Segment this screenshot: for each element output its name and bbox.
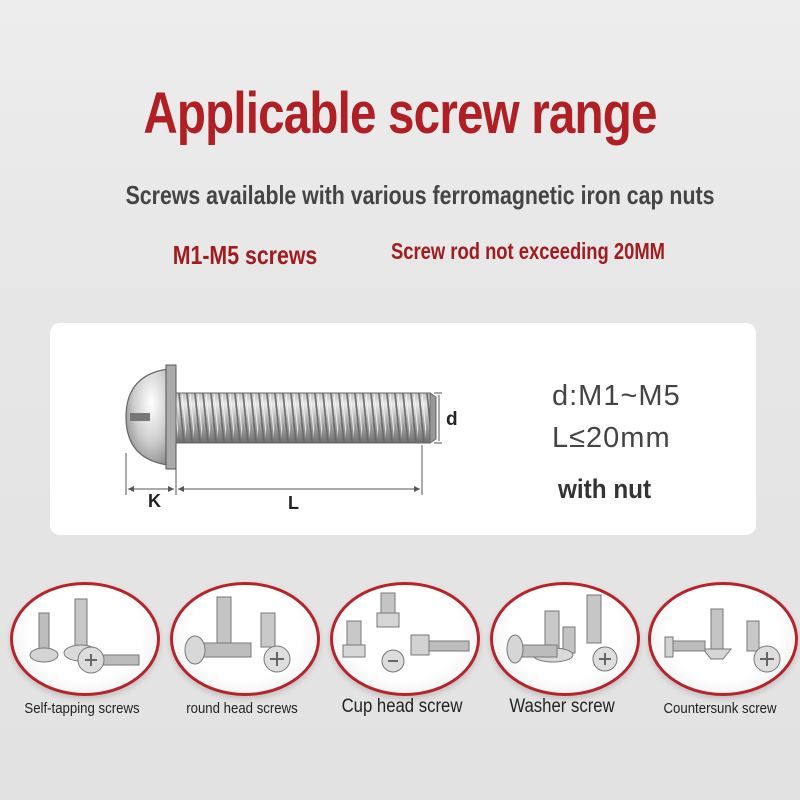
screw-type-cup-head xyxy=(322,580,482,780)
screw-type-self-tapping xyxy=(2,580,162,780)
diameter-range-text: d:M1~M5 xyxy=(552,380,681,412)
countersunk-screw-photo-icon xyxy=(648,582,798,696)
countersunk-screw-label: Countersunk screw xyxy=(663,700,777,717)
page-title: Applicable screw range xyxy=(143,81,657,146)
cup-head-screw-label: Cup head screw xyxy=(341,696,463,717)
round-head-screws-label: round head screws xyxy=(186,700,298,717)
round-head-screws-photo-icon xyxy=(170,582,320,696)
screw-type-washer xyxy=(482,580,642,780)
dimension-l-label: L xyxy=(288,493,299,513)
page-subtitle: Screws available with various ferromagnetic iron cap nuts xyxy=(125,180,715,210)
cup-head-screw-photo-icon xyxy=(330,582,480,696)
dimension-d-label: d xyxy=(446,409,458,430)
with-nut-note: with nut xyxy=(558,474,652,504)
dimension-k-label: K xyxy=(148,491,161,511)
self-tapping-screws-label: Self-tapping screws xyxy=(24,700,140,717)
screw-type-round-head xyxy=(162,580,322,780)
spec-length-limit: Screw rod not exceeding 20MM xyxy=(390,238,666,264)
washer-screw-photo-icon xyxy=(490,582,640,696)
screw-type-countersunk xyxy=(640,580,800,780)
self-tapping-screws-photo-icon xyxy=(10,582,160,696)
spec-size-range: M1-M5 screws xyxy=(172,240,318,270)
washer-screw-label: Washer screw xyxy=(509,696,615,717)
screw-types-row xyxy=(0,580,800,780)
length-limit-text: L≤20mm xyxy=(552,422,671,454)
